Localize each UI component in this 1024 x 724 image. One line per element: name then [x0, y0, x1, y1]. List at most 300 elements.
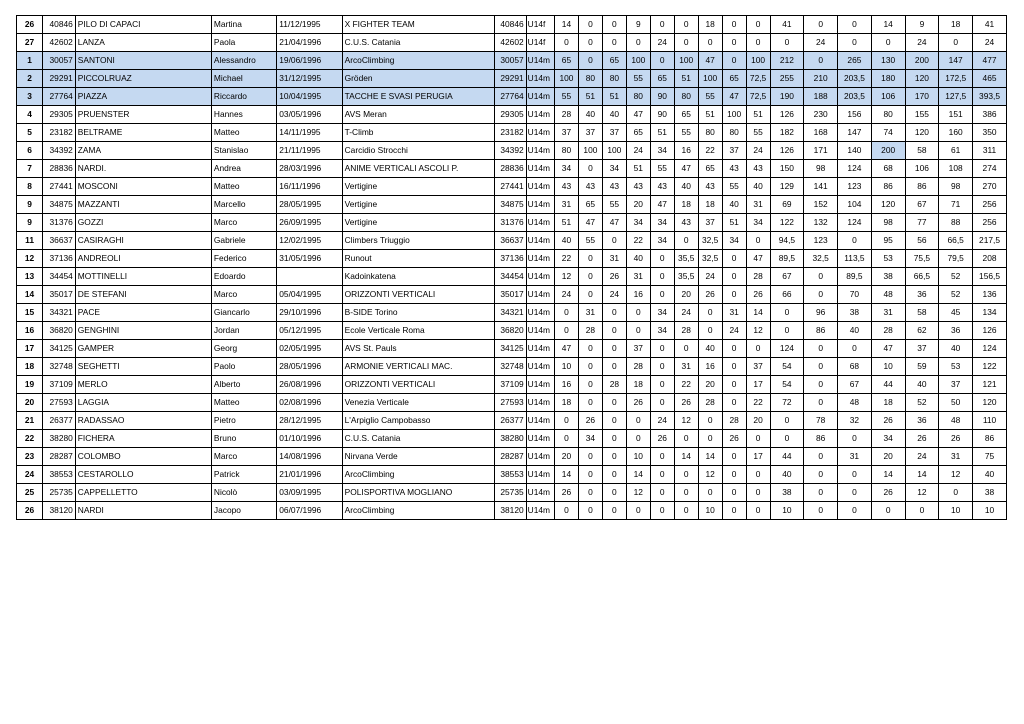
category-cell: U14m — [526, 52, 554, 70]
athlete-code-cell: 31376 — [43, 214, 76, 232]
category-cell: U14m — [526, 430, 554, 448]
score-cell: 52 — [905, 394, 939, 412]
score-cell: 96 — [804, 304, 838, 322]
birth-date-cell: 16/11/1996 — [277, 178, 342, 196]
score-cell: 72,5 — [746, 70, 770, 88]
score-cell: 28 — [626, 358, 650, 376]
score-cell: 44 — [770, 448, 804, 466]
score-cell: 0 — [722, 340, 746, 358]
last-name-cell: BELTRAME — [75, 124, 211, 142]
score-cell: 55 — [674, 124, 698, 142]
score-cell: 43 — [578, 178, 602, 196]
score-cell: 14 — [871, 466, 905, 484]
club-cell: ARMONIE VERTICALI MAC. — [342, 358, 494, 376]
score-cell: 55 — [554, 88, 578, 106]
score-cell: 51 — [722, 214, 746, 232]
last-name-cell: CESTAROLLO — [75, 466, 211, 484]
score-cell: 0 — [578, 34, 602, 52]
score-cell: 106 — [905, 160, 939, 178]
club-cell: AVS St. Pauls — [342, 340, 494, 358]
athlete-code-cell: 32748 — [43, 358, 76, 376]
score-cell: 53 — [939, 358, 973, 376]
category-cell: U14m — [526, 358, 554, 376]
category-cell: U14f — [526, 16, 554, 34]
position-cell: 11 — [17, 232, 43, 250]
score-cell: 16 — [626, 286, 650, 304]
score-cell: 51 — [626, 160, 650, 178]
score-cell: 17 — [746, 448, 770, 466]
score-cell: 37 — [746, 358, 770, 376]
score-cell: 0 — [838, 430, 872, 448]
score-cell: 130 — [871, 52, 905, 70]
score-cell: 65 — [722, 70, 746, 88]
score-cell: 36 — [905, 286, 939, 304]
score-cell: 14 — [626, 466, 650, 484]
birth-date-cell: 14/08/1996 — [277, 448, 342, 466]
club-cell: Vertigine — [342, 214, 494, 232]
score-cell: 0 — [602, 448, 626, 466]
position-cell: 6 — [17, 142, 43, 160]
score-cell: 65 — [578, 196, 602, 214]
score-cell: 18 — [674, 196, 698, 214]
score-cell: 26 — [674, 394, 698, 412]
score-cell: 26 — [650, 430, 674, 448]
club-cell: Venezia Verticale — [342, 394, 494, 412]
score-cell: 136 — [973, 286, 1007, 304]
table-row — [17, 16, 1007, 34]
score-cell: 274 — [973, 160, 1007, 178]
score-cell: 26 — [698, 286, 722, 304]
category-cell: U14m — [526, 160, 554, 178]
athlete-code-cell: 42602 — [43, 34, 76, 52]
table-row — [17, 34, 1007, 52]
score-cell: 0 — [746, 340, 770, 358]
score-cell: 0 — [578, 376, 602, 394]
birth-date-cell: 28/03/1996 — [277, 160, 342, 178]
score-cell: 0 — [578, 340, 602, 358]
score-cell: 55 — [602, 196, 626, 214]
club-code-cell: 35017 — [495, 286, 527, 304]
table-row — [17, 340, 1007, 358]
score-cell: 122 — [973, 358, 1007, 376]
score-cell: 100 — [746, 52, 770, 70]
score-cell: 0 — [674, 34, 698, 52]
athlete-code-cell: 28836 — [43, 160, 76, 178]
club-code-cell: 34875 — [495, 196, 527, 214]
position-cell: 2 — [17, 70, 43, 88]
score-cell: 140 — [838, 142, 872, 160]
score-cell: 24 — [674, 304, 698, 322]
position-cell: 26 — [17, 16, 43, 34]
position-cell: 4 — [17, 106, 43, 124]
club-code-cell: 23182 — [495, 124, 527, 142]
score-cell: 16 — [674, 142, 698, 160]
club-code-cell: 29291 — [495, 70, 527, 88]
position-cell: 14 — [17, 286, 43, 304]
first-name-cell: Alessandro — [211, 52, 276, 70]
score-cell: 0 — [674, 484, 698, 502]
athlete-code-cell: 26377 — [43, 412, 76, 430]
first-name-cell: Marco — [211, 448, 276, 466]
score-cell: 24 — [602, 286, 626, 304]
athlete-code-cell: 27764 — [43, 88, 76, 106]
score-cell: 12 — [939, 466, 973, 484]
score-cell: 28 — [674, 322, 698, 340]
score-cell: 477 — [973, 52, 1007, 70]
club-cell: Nirvana Verde — [342, 448, 494, 466]
first-name-cell: Alberto — [211, 376, 276, 394]
score-cell: 28 — [578, 322, 602, 340]
first-name-cell: Riccardo — [211, 88, 276, 106]
score-cell: 0 — [698, 304, 722, 322]
score-cell: 156 — [838, 106, 872, 124]
score-cell: 0 — [602, 304, 626, 322]
first-name-cell: Nicolò — [211, 484, 276, 502]
score-cell: 24 — [650, 34, 674, 52]
club-code-cell: 34125 — [495, 340, 527, 358]
position-cell: 25 — [17, 484, 43, 502]
score-cell: 20 — [674, 286, 698, 304]
club-cell: AVS Meran — [342, 106, 494, 124]
position-cell: 26 — [17, 502, 43, 520]
score-cell: 98 — [939, 178, 973, 196]
score-cell: 20 — [871, 448, 905, 466]
club-cell: Carcidio Strocchi — [342, 142, 494, 160]
club-cell: ArcoClimbing — [342, 466, 494, 484]
athlete-code-cell: 40846 — [43, 16, 76, 34]
score-cell: 0 — [804, 286, 838, 304]
club-cell: C.U.S. Catania — [342, 430, 494, 448]
category-cell: U14m — [526, 142, 554, 160]
category-cell: U14m — [526, 484, 554, 502]
score-cell: 18 — [626, 376, 650, 394]
last-name-cell: PICCOLRUAZ — [75, 70, 211, 88]
score-cell: 120 — [905, 124, 939, 142]
score-cell: 88 — [939, 214, 973, 232]
score-cell: 14 — [554, 16, 578, 34]
category-cell: U14m — [526, 502, 554, 520]
first-name-cell: Paola — [211, 34, 276, 52]
score-cell: 58 — [905, 304, 939, 322]
score-cell: 12 — [905, 484, 939, 502]
score-cell: 66,5 — [905, 268, 939, 286]
score-cell: 0 — [602, 466, 626, 484]
category-cell: U14m — [526, 250, 554, 268]
position-cell: 19 — [17, 376, 43, 394]
score-cell: 203,5 — [838, 70, 872, 88]
club-cell: ArcoClimbing — [342, 502, 494, 520]
score-cell: 0 — [650, 448, 674, 466]
score-cell: 0 — [722, 484, 746, 502]
club-cell: POLISPORTIVA MOGLIANO — [342, 484, 494, 502]
score-cell: 80 — [554, 142, 578, 160]
score-cell: 36 — [939, 322, 973, 340]
birth-date-cell: 10/04/1995 — [277, 88, 342, 106]
score-cell: 71 — [939, 196, 973, 214]
table-row — [17, 250, 1007, 268]
score-cell: 0 — [650, 340, 674, 358]
club-cell: Ecole Verticale Roma — [342, 322, 494, 340]
score-cell: 10 — [698, 502, 722, 520]
score-cell: 0 — [804, 466, 838, 484]
score-cell: 48 — [871, 286, 905, 304]
club-cell: ANIME VERTICALI ASCOLI P. — [342, 160, 494, 178]
category-cell: U14m — [526, 124, 554, 142]
score-cell: 0 — [650, 394, 674, 412]
score-cell: 98 — [804, 160, 838, 178]
score-cell: 26 — [871, 412, 905, 430]
score-cell: 20 — [554, 448, 578, 466]
score-cell: 37 — [602, 124, 626, 142]
score-cell: 41 — [973, 16, 1007, 34]
score-cell: 170 — [905, 88, 939, 106]
score-cell: 51 — [698, 106, 722, 124]
last-name-cell: NARDI — [75, 502, 211, 520]
score-cell: 43 — [674, 214, 698, 232]
score-cell: 31 — [939, 448, 973, 466]
score-cell: 182 — [770, 124, 804, 142]
score-cell: 24 — [626, 142, 650, 160]
category-cell: U14f — [526, 34, 554, 52]
score-cell: 44 — [871, 376, 905, 394]
score-cell: 10 — [626, 448, 650, 466]
score-cell: 95 — [871, 232, 905, 250]
score-cell: 12 — [698, 466, 722, 484]
first-name-cell: Bruno — [211, 430, 276, 448]
score-cell: 86 — [905, 178, 939, 196]
score-cell: 0 — [804, 340, 838, 358]
last-name-cell: GAMPER — [75, 340, 211, 358]
last-name-cell: SEGHETTI — [75, 358, 211, 376]
score-cell: 256 — [973, 196, 1007, 214]
score-cell: 43 — [602, 178, 626, 196]
score-cell: 47 — [698, 52, 722, 70]
athlete-code-cell: 37109 — [43, 376, 76, 394]
score-cell: 40 — [939, 340, 973, 358]
category-cell: U14m — [526, 196, 554, 214]
score-cell: 51 — [554, 214, 578, 232]
score-cell: 0 — [650, 358, 674, 376]
birth-date-cell: 06/07/1996 — [277, 502, 342, 520]
last-name-cell: PIAZZA — [75, 88, 211, 106]
club-code-cell: 34392 — [495, 142, 527, 160]
athlete-code-cell: 27441 — [43, 178, 76, 196]
score-cell: 212 — [770, 52, 804, 70]
category-cell: U14m — [526, 214, 554, 232]
score-cell: 0 — [722, 466, 746, 484]
score-cell: 26 — [905, 430, 939, 448]
birth-date-cell: 03/05/1996 — [277, 106, 342, 124]
club-code-cell: 30057 — [495, 52, 527, 70]
score-cell: 43 — [650, 178, 674, 196]
score-cell: 65 — [554, 52, 578, 70]
score-cell: 106 — [871, 88, 905, 106]
score-cell: 0 — [746, 502, 770, 520]
score-cell: 100 — [602, 142, 626, 160]
score-cell: 12 — [746, 322, 770, 340]
score-cell: 86 — [804, 322, 838, 340]
category-cell: U14m — [526, 70, 554, 88]
score-cell: 28 — [602, 376, 626, 394]
score-cell: 34 — [626, 214, 650, 232]
score-cell: 67 — [770, 268, 804, 286]
score-cell: 393,5 — [973, 88, 1007, 106]
club-cell: L'Arpiglio Campobasso — [342, 412, 494, 430]
score-cell: 134 — [973, 304, 1007, 322]
score-cell: 80 — [674, 88, 698, 106]
score-cell: 94,5 — [770, 232, 804, 250]
birth-date-cell: 11/12/1995 — [277, 16, 342, 34]
score-cell: 43 — [746, 160, 770, 178]
score-cell: 0 — [674, 466, 698, 484]
score-cell: 80 — [626, 88, 650, 106]
table-row — [17, 502, 1007, 520]
score-cell: 0 — [674, 340, 698, 358]
birth-date-cell: 29/10/1996 — [277, 304, 342, 322]
last-name-cell: DE STEFANI — [75, 286, 211, 304]
score-cell: 0 — [722, 376, 746, 394]
position-cell: 23 — [17, 448, 43, 466]
club-cell: ORIZZONTI VERTICALI — [342, 376, 494, 394]
score-cell: 89,5 — [770, 250, 804, 268]
table-row — [17, 142, 1007, 160]
score-cell: 90 — [650, 106, 674, 124]
score-cell: 48 — [838, 394, 872, 412]
score-cell: 54 — [770, 376, 804, 394]
score-cell: 120 — [871, 196, 905, 214]
first-name-cell: Paolo — [211, 358, 276, 376]
score-cell: 16 — [698, 358, 722, 376]
score-cell: 66 — [770, 286, 804, 304]
score-cell: 51 — [602, 88, 626, 106]
score-cell: 180 — [871, 70, 905, 88]
score-cell: 0 — [650, 52, 674, 70]
position-cell: 13 — [17, 268, 43, 286]
score-cell: 0 — [804, 16, 838, 34]
score-cell: 62 — [905, 322, 939, 340]
athlete-code-cell: 38120 — [43, 502, 76, 520]
score-cell: 0 — [722, 502, 746, 520]
score-cell: 26 — [626, 394, 650, 412]
score-cell: 124 — [838, 160, 872, 178]
score-cell: 100 — [626, 52, 650, 70]
score-cell: 217,5 — [973, 232, 1007, 250]
score-cell: 32,5 — [804, 250, 838, 268]
club-code-cell: 42602 — [495, 34, 527, 52]
score-cell: 0 — [838, 340, 872, 358]
score-cell: 0 — [674, 430, 698, 448]
category-cell: U14m — [526, 376, 554, 394]
score-cell: 43 — [554, 178, 578, 196]
score-cell: 124 — [838, 214, 872, 232]
score-cell: 47 — [722, 88, 746, 106]
first-name-cell: Patrick — [211, 466, 276, 484]
score-cell: 110 — [973, 412, 1007, 430]
score-cell: 0 — [838, 484, 872, 502]
score-cell: 37 — [626, 340, 650, 358]
category-cell: U14m — [526, 232, 554, 250]
score-cell: 22 — [674, 376, 698, 394]
score-cell: 0 — [722, 268, 746, 286]
first-name-cell: Edoardo — [211, 268, 276, 286]
score-cell: 0 — [722, 16, 746, 34]
score-cell: 151 — [939, 106, 973, 124]
score-cell: 0 — [939, 484, 973, 502]
last-name-cell: ZAMA — [75, 142, 211, 160]
club-code-cell: 29305 — [495, 106, 527, 124]
table-row — [17, 286, 1007, 304]
score-cell: 38 — [871, 268, 905, 286]
last-name-cell: MAZZANTI — [75, 196, 211, 214]
score-cell: 0 — [578, 358, 602, 376]
score-cell: 160 — [939, 124, 973, 142]
score-cell: 0 — [578, 250, 602, 268]
club-code-cell: 27441 — [495, 178, 527, 196]
score-cell: 26 — [578, 412, 602, 430]
score-cell: 68 — [838, 358, 872, 376]
score-cell: 0 — [602, 394, 626, 412]
score-cell: 86 — [871, 178, 905, 196]
athlete-code-cell: 23182 — [43, 124, 76, 142]
score-cell: 89,5 — [838, 268, 872, 286]
score-cell: 50 — [939, 394, 973, 412]
score-cell: 0 — [722, 52, 746, 70]
club-code-cell: 34454 — [495, 268, 527, 286]
birth-date-cell: 26/09/1995 — [277, 214, 342, 232]
score-cell: 203,5 — [838, 88, 872, 106]
club-cell: Climbers Triuggio — [342, 232, 494, 250]
category-cell: U14m — [526, 286, 554, 304]
score-cell: 14 — [746, 304, 770, 322]
score-cell: 90 — [650, 88, 674, 106]
score-cell: 0 — [939, 34, 973, 52]
score-cell: 40 — [838, 322, 872, 340]
score-cell: 0 — [578, 502, 602, 520]
last-name-cell: ANDREOLI — [75, 250, 211, 268]
club-code-cell: 37136 — [495, 250, 527, 268]
club-code-cell: 34321 — [495, 304, 527, 322]
birth-date-cell: 19/06/1996 — [277, 52, 342, 70]
score-cell: 22 — [626, 232, 650, 250]
first-name-cell: Marco — [211, 286, 276, 304]
score-cell: 41 — [770, 16, 804, 34]
position-cell: 22 — [17, 430, 43, 448]
position-cell: 20 — [17, 394, 43, 412]
score-cell: 0 — [554, 304, 578, 322]
score-cell: 31 — [554, 196, 578, 214]
score-cell: 126 — [973, 322, 1007, 340]
score-cell: 0 — [626, 34, 650, 52]
birth-date-cell: 21/11/1995 — [277, 142, 342, 160]
last-name-cell: NARDI. — [75, 160, 211, 178]
score-cell: 0 — [554, 412, 578, 430]
birth-date-cell: 31/12/1995 — [277, 70, 342, 88]
first-name-cell: Gabriele — [211, 232, 276, 250]
score-cell: 80 — [602, 70, 626, 88]
score-cell: 52 — [939, 268, 973, 286]
club-cell: Gröden — [342, 70, 494, 88]
score-cell: 0 — [650, 16, 674, 34]
athlete-code-cell: 29291 — [43, 70, 76, 88]
score-cell: 10 — [770, 502, 804, 520]
category-cell: U14m — [526, 412, 554, 430]
score-cell: 47 — [554, 340, 578, 358]
score-cell: 22 — [746, 394, 770, 412]
position-cell: 9 — [17, 196, 43, 214]
score-cell: 86 — [973, 430, 1007, 448]
position-cell: 24 — [17, 466, 43, 484]
table-row — [17, 160, 1007, 178]
